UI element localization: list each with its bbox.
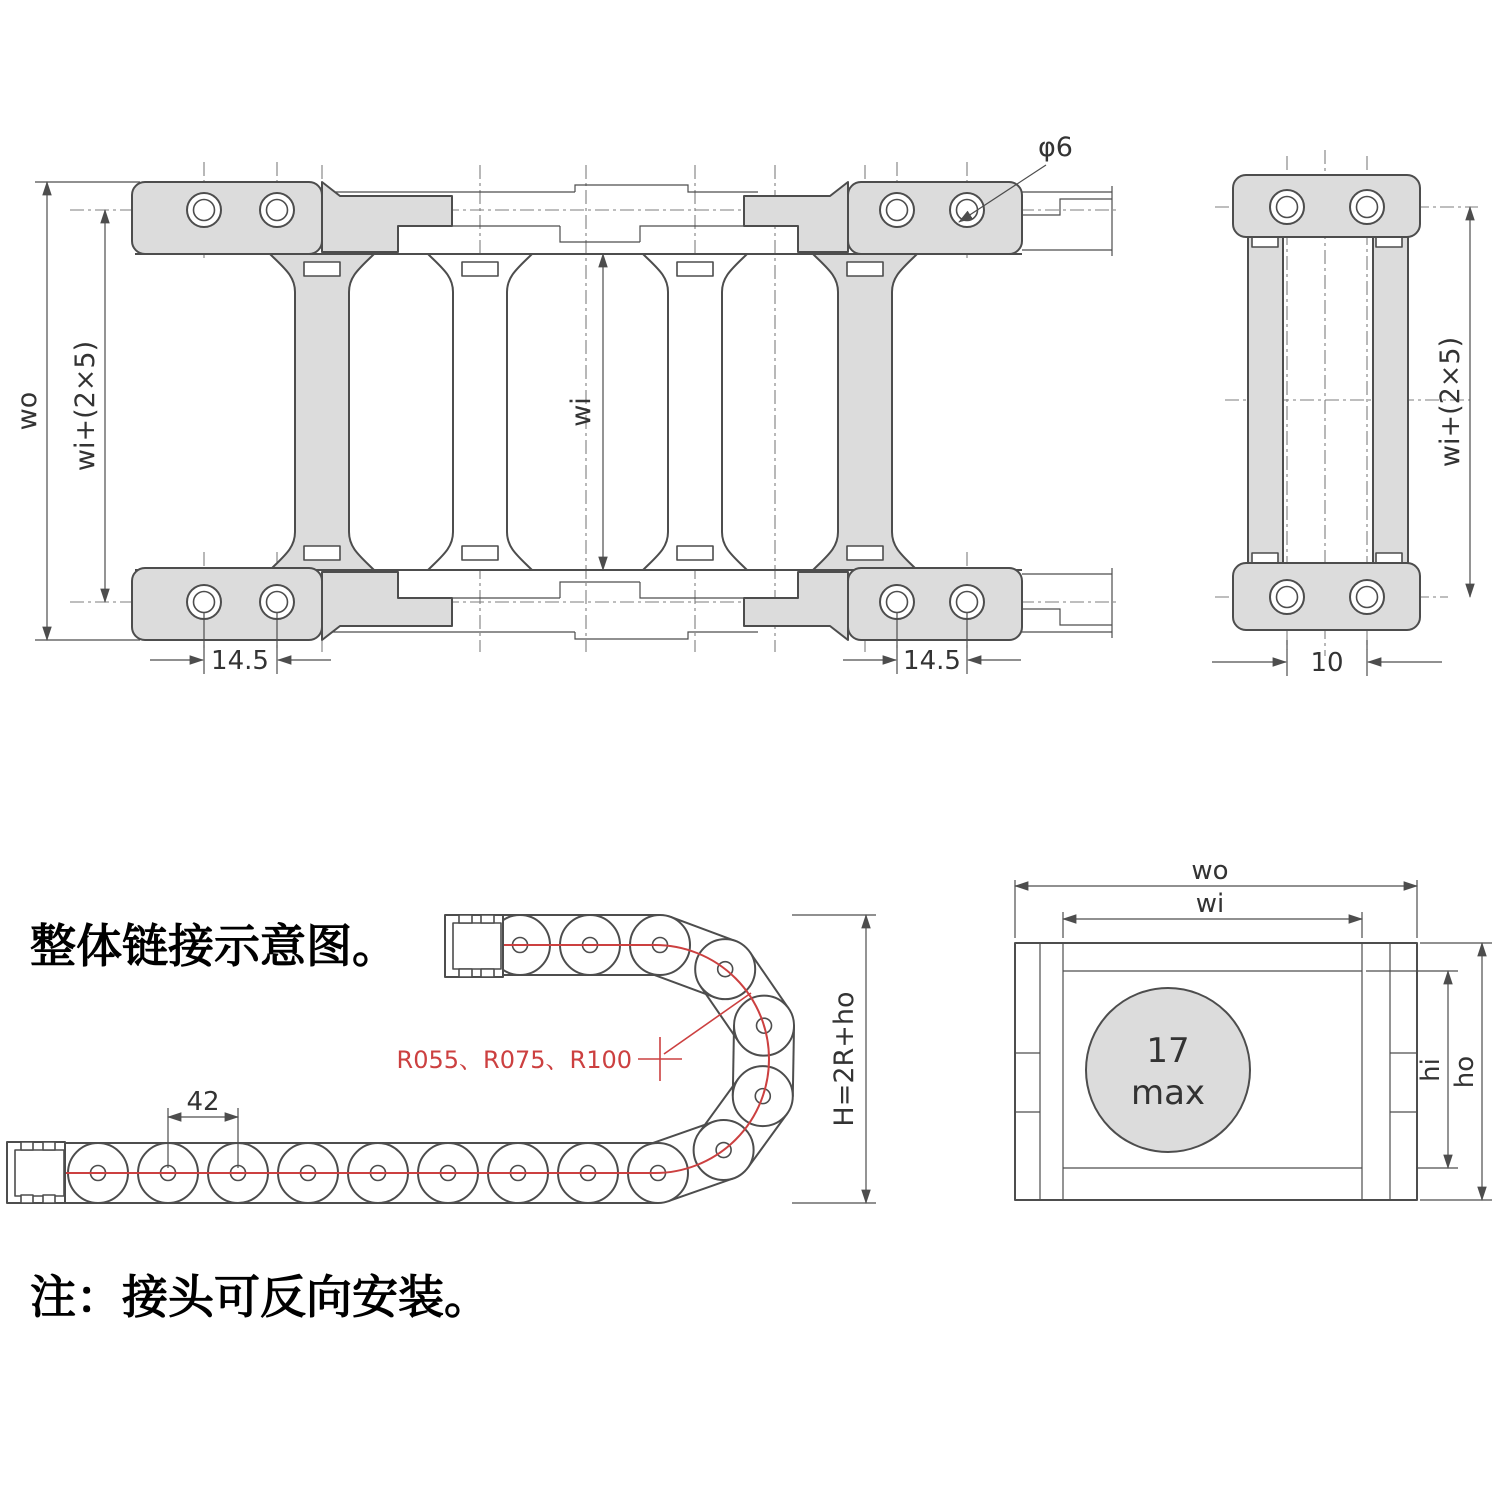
dim-wi-label: wi <box>566 397 597 427</box>
cable-max-value: 17 <box>1146 1031 1190 1071</box>
dim-end-pitch-label: 10 <box>1310 648 1344 678</box>
dim-pitch-left-label: 14.5 <box>211 646 269 676</box>
chain-end-connector-bottom <box>7 1142 65 1203</box>
bend-radii-label: R055、R075、R100 <box>396 1046 632 1074</box>
chain-link-edge <box>793 1026 794 1096</box>
cross-section-view <box>1015 856 1492 1200</box>
dim-end-wi-plus-label: wi+(2×5) <box>1435 336 1466 468</box>
cable-max-unit: max <box>1130 1073 1206 1113</box>
dim-hi-label: hi <box>1416 1058 1446 1082</box>
dim-section-wo-label: wo <box>1191 856 1229 886</box>
dim-height-label: H=2R+ho <box>829 991 860 1127</box>
dim-ho-label: ho <box>1450 1055 1480 1089</box>
plan-view <box>12 132 1118 676</box>
installation-note: 注：接头可反向安装。 <box>30 1272 490 1323</box>
chain-schematic-title: 整体链接示意图。 <box>30 921 398 972</box>
dim-link-pitch-label: 42 <box>186 1087 220 1117</box>
dim-hole-diameter-label: φ6 <box>1038 132 1073 163</box>
dim-wo-label: wo <box>12 391 43 431</box>
chain-end-connector-top <box>445 915 503 977</box>
end-view <box>1212 150 1478 678</box>
dim-wi-plus-label: wi+(2×5) <box>70 340 101 472</box>
radius-center-mark <box>638 1037 682 1081</box>
dim-section-wi-label: wi <box>1195 889 1225 919</box>
dim-pitch-right-label: 14.5 <box>903 646 961 676</box>
